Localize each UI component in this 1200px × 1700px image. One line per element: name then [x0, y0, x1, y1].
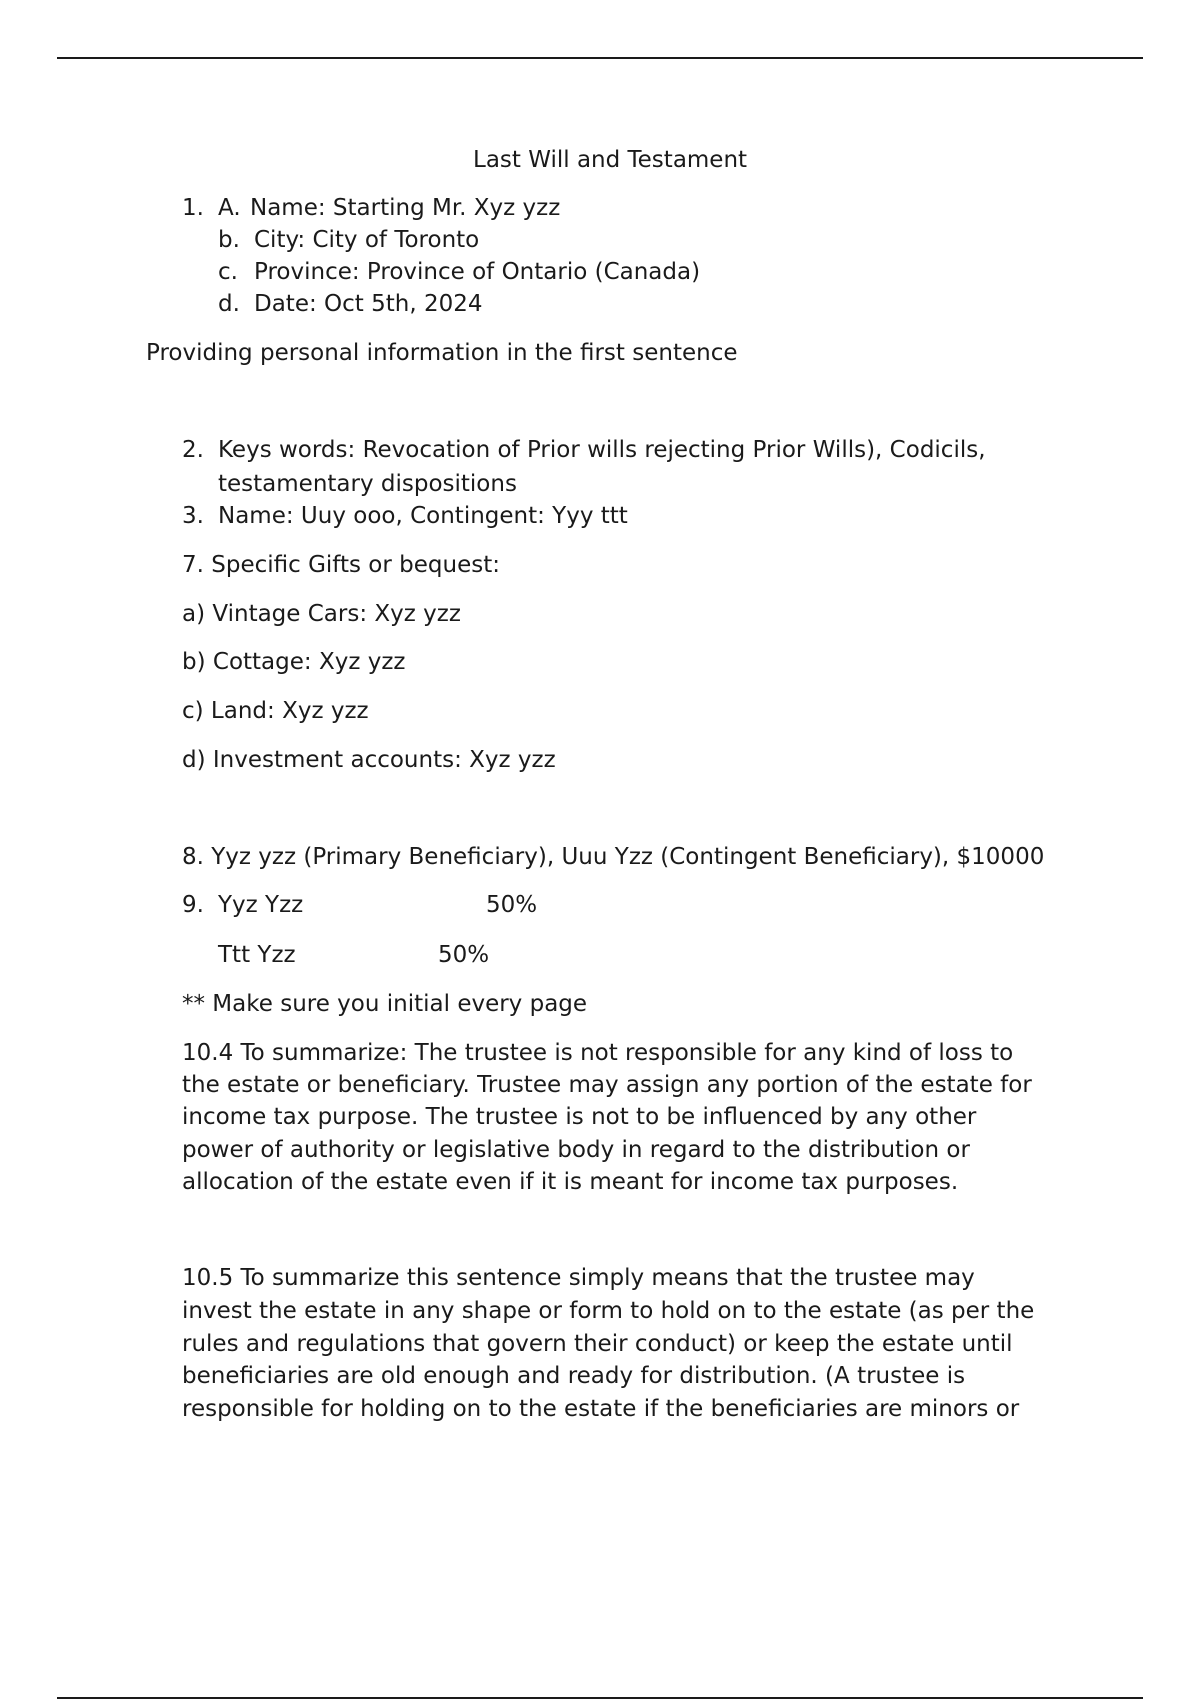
section-3-text: Name: Uuy ooo, Contingent: Yyy ttt: [218, 503, 628, 529]
section-1-item-c: Province: Province of Ontario (Canada): [254, 259, 701, 285]
section-10-5-line-3: rules and regulations that govern their conduct) or keep the estate until: [182, 1331, 1013, 1357]
section-1-item-a-marker: A.: [218, 195, 241, 221]
section-2-number: 2.: [182, 437, 204, 463]
section-9-number: 9.: [182, 892, 204, 918]
section-9-row-2-share: 50%: [438, 942, 490, 968]
gift-land: c) Land: Xyz yzz: [182, 698, 369, 724]
section-10-4-line-3: income tax purpose. The trustee is not to be influenced by any other: [182, 1104, 977, 1130]
section-1-item-b-marker: b.: [218, 227, 240, 253]
section-1-item-b: City: City of Toronto: [254, 227, 480, 253]
section-9-row-2-name: Ttt Yzz: [218, 942, 296, 968]
section-10-4-line-4: power of authority or legislative body in regard to the distribution or: [182, 1137, 970, 1163]
personal-info-note: Providing personal information in the first sentence: [146, 340, 738, 366]
footer-rule: [57, 1697, 1143, 1699]
section-10-5-line-5: responsible for holding on to the estate if the beneficiaries are minors or: [182, 1396, 1020, 1422]
section-1-number: 1.: [182, 195, 204, 221]
section-2-line-2: testamentary dispositions: [218, 471, 517, 497]
section-10-4-line-1: 10.4 To summarize: The trustee is not responsible for any kind of loss to: [182, 1040, 1014, 1066]
section-1-item-d: Date: Oct 5th, 2024: [254, 291, 483, 317]
section-10-4-line-2: the estate or beneficiary. Trustee may assign any portion of the estate for: [182, 1072, 1032, 1098]
section-10-5-line-4: beneficiaries are old enough and ready for distribution. (A trustee is: [182, 1363, 966, 1389]
section-9-row-1-share: 50%: [486, 892, 538, 918]
gift-cottage: b) Cottage: Xyz yzz: [182, 649, 406, 675]
header-rule: [57, 57, 1143, 59]
section-10-4-line-5: allocation of the estate even if it is meant for income tax purposes.: [182, 1169, 959, 1195]
gift-vintage-cars: a) Vintage Cars: Xyz yzz: [182, 601, 461, 627]
section-1-item-c-marker: c.: [218, 259, 238, 285]
section-2-line-1: Keys words: Revocation of Prior wills rejecting Prior Wills), Codicils,: [218, 437, 986, 463]
section-3-number: 3.: [182, 503, 204, 529]
section-8-text: 8. Yyz yzz (Primary Beneficiary), Uuu Yzz (Contingent Beneficiary), $10000: [182, 844, 1045, 870]
section-1-item-a: Name: Starting Mr. Xyz yzz: [250, 195, 561, 221]
document-title: Last Will and Testament: [473, 147, 748, 173]
gift-investment-accounts: d) Investment accounts: Xyz yzz: [182, 747, 556, 773]
section-10-5-line-2: invest the estate in any shape or form to hold on to the estate (as per the: [182, 1298, 1035, 1324]
section-9-row-1-name: Yyz Yzz: [218, 892, 304, 918]
section-1-item-d-marker: d.: [218, 291, 240, 317]
section-7-heading: 7. Specific Gifts or bequest:: [182, 552, 500, 578]
initial-every-page-note: ** Make sure you initial every page: [182, 991, 588, 1017]
section-10-5-line-1: 10.5 To summarize this sentence simply means that the trustee may: [182, 1265, 975, 1291]
